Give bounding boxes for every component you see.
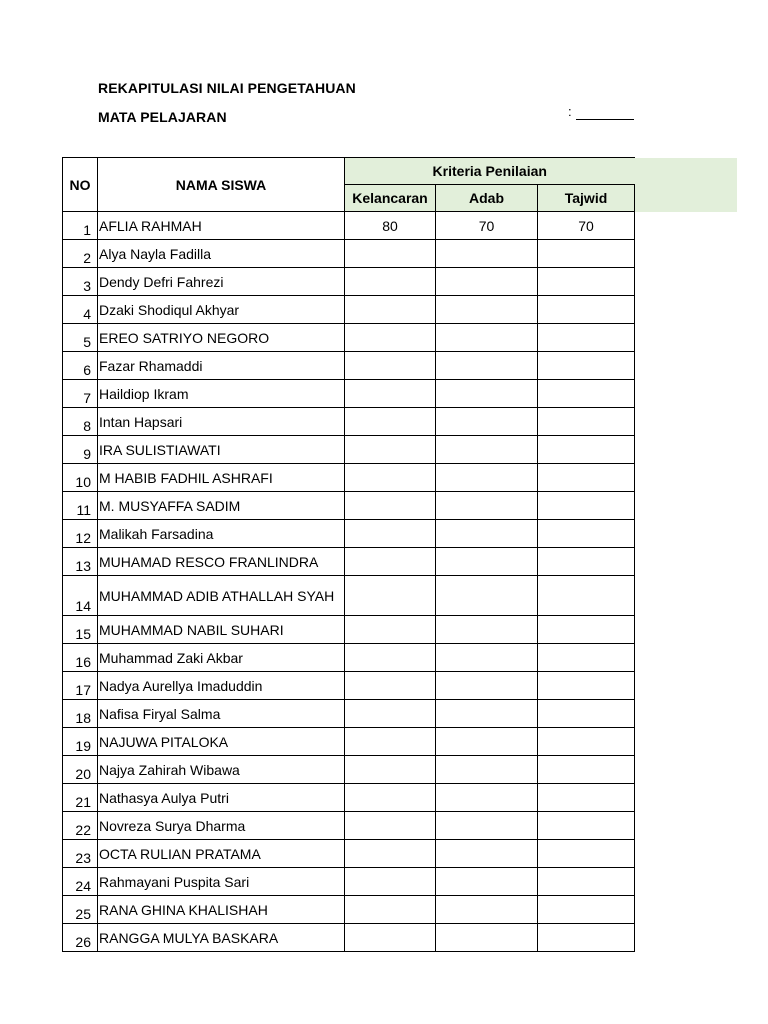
table-row <box>63 700 635 728</box>
row-number: 25 <box>63 896 98 924</box>
student-name: Malikah Farsadina <box>98 520 345 548</box>
kelancaran-score[interactable] <box>345 868 436 896</box>
student-name: MUHAMMAD NABIL SUHARI <box>98 616 345 644</box>
adab-score[interactable] <box>436 352 538 380</box>
table-row <box>63 728 635 756</box>
score-table-body <box>63 212 635 952</box>
row-number: 18 <box>63 700 98 728</box>
student-name: Rahmayani Puspita Sari <box>98 868 345 896</box>
kelancaran-score[interactable] <box>345 644 436 672</box>
student-name: AFLIA RAHMAH <box>98 212 345 240</box>
tajwid-score[interactable] <box>538 492 635 520</box>
table-row <box>63 644 635 672</box>
row-number: 11 <box>63 492 98 520</box>
table-row <box>63 576 635 616</box>
table-row <box>63 756 635 784</box>
student-name: NAJUWA PITALOKA <box>98 728 345 756</box>
row-number: 8 <box>63 408 98 436</box>
student-name: M HABIB FADHIL ASHRAFI <box>98 464 345 492</box>
row-number: 1 <box>63 212 98 240</box>
adab-score[interactable] <box>436 408 538 436</box>
adab-score[interactable] <box>436 756 538 784</box>
adab-score[interactable] <box>436 548 538 576</box>
header-tajwid: Tajwid <box>538 185 635 212</box>
kelancaran-score[interactable] <box>345 408 436 436</box>
tajwid-score[interactable] <box>538 240 635 268</box>
row-number: 9 <box>63 436 98 464</box>
table-row <box>63 296 635 324</box>
table-row <box>63 520 635 548</box>
kelancaran-score[interactable] <box>345 240 436 268</box>
row-number: 14 <box>63 576 98 616</box>
row-number: 19 <box>63 728 98 756</box>
adab-score[interactable] <box>436 644 538 672</box>
adab-score[interactable] <box>436 896 538 924</box>
tajwid-score[interactable] <box>538 672 635 700</box>
tajwid-score[interactable] <box>538 924 635 952</box>
table-row <box>63 436 635 464</box>
tajwid-score[interactable] <box>538 700 635 728</box>
tajwid-score[interactable] <box>538 324 635 352</box>
row-number: 26 <box>63 924 98 952</box>
row-number: 24 <box>63 868 98 896</box>
adab-score[interactable] <box>436 924 538 952</box>
student-name: RANGGA MULYA BASKARA <box>98 924 345 952</box>
row-number: 2 <box>63 240 98 268</box>
kelancaran-score[interactable] <box>345 840 436 868</box>
student-name: MUHAMMAD ADIB ATHALLAH SYAH <box>98 576 345 616</box>
adab-score[interactable] <box>436 436 538 464</box>
kelancaran-score[interactable] <box>345 728 436 756</box>
subject-separator: : <box>568 104 572 119</box>
table-row <box>63 548 635 576</box>
tajwid-score[interactable] <box>538 616 635 644</box>
table-row <box>63 352 635 380</box>
row-number: 20 <box>63 756 98 784</box>
table-row <box>63 408 635 436</box>
adab-score[interactable] <box>436 268 538 296</box>
tajwid-score[interactable] <box>538 756 635 784</box>
kelancaran-score[interactable]: 80 <box>345 212 436 240</box>
kelancaran-score[interactable] <box>345 296 436 324</box>
adab-score[interactable] <box>436 700 538 728</box>
tajwid-score[interactable] <box>538 520 635 548</box>
tajwid-score[interactable] <box>538 436 635 464</box>
row-number: 17 <box>63 672 98 700</box>
student-name: Intan Hapsari <box>98 408 345 436</box>
tajwid-score[interactable]: 70 <box>538 212 635 240</box>
kelancaran-score[interactable] <box>345 672 436 700</box>
tajwid-score[interactable] <box>538 408 635 436</box>
table-row <box>63 896 635 924</box>
subject-value-field <box>568 104 634 120</box>
table-row <box>63 868 635 896</box>
adab-score[interactable] <box>436 672 538 700</box>
table-row <box>63 240 635 268</box>
tajwid-score[interactable] <box>538 380 635 408</box>
adab-score[interactable] <box>436 520 538 548</box>
kelancaran-score[interactable] <box>345 548 436 576</box>
tajwid-score[interactable] <box>538 868 635 896</box>
adab-score[interactable] <box>436 840 538 868</box>
score-table <box>62 157 635 952</box>
adab-score[interactable] <box>436 784 538 812</box>
row-number: 12 <box>63 520 98 548</box>
row-number: 23 <box>63 840 98 868</box>
row-number: 5 <box>63 324 98 352</box>
row-number: 16 <box>63 644 98 672</box>
table-row <box>63 616 635 644</box>
adab-score[interactable] <box>436 296 538 324</box>
kelancaran-score[interactable] <box>345 492 436 520</box>
table-row <box>63 380 635 408</box>
student-name: RANA GHINA KHALISHAH <box>98 896 345 924</box>
header-name: NAMA SISWA <box>98 158 345 212</box>
student-name: EREO SATRIYO NEGORO <box>98 324 345 352</box>
student-name: MUHAMAD RESCO FRANLINDRA <box>98 548 345 576</box>
adab-score[interactable] <box>436 324 538 352</box>
table-row <box>63 812 635 840</box>
kelancaran-score[interactable] <box>345 436 436 464</box>
student-name: Nadya Aurellya Imaduddin <box>98 672 345 700</box>
adab-score[interactable] <box>436 492 538 520</box>
row-number: 6 <box>63 352 98 380</box>
kelancaran-score[interactable] <box>345 576 436 616</box>
student-name: Nafisa Firyal Salma <box>98 700 345 728</box>
kelancaran-score[interactable] <box>345 896 436 924</box>
document-title: REKAPITULASI NILAI PENGETAHUAN <box>98 80 356 96</box>
row-number: 15 <box>63 616 98 644</box>
tajwid-score[interactable] <box>538 352 635 380</box>
kelancaran-score[interactable] <box>345 700 436 728</box>
table-row <box>63 672 635 700</box>
table-row <box>63 492 635 520</box>
student-name: Nathasya Aulya Putri <box>98 784 345 812</box>
tajwid-score[interactable] <box>538 812 635 840</box>
adab-score[interactable] <box>436 240 538 268</box>
table-row <box>63 212 635 240</box>
row-number: 10 <box>63 464 98 492</box>
kelancaran-score[interactable] <box>345 756 436 784</box>
adab-score[interactable] <box>436 464 538 492</box>
kelancaran-score[interactable] <box>345 380 436 408</box>
tajwid-score[interactable] <box>538 548 635 576</box>
tajwid-score[interactable] <box>538 576 635 616</box>
adab-score[interactable]: 70 <box>436 212 538 240</box>
tajwid-score[interactable] <box>538 784 635 812</box>
student-name: M. MUSYAFFA SADIM <box>98 492 345 520</box>
kelancaran-score[interactable] <box>345 784 436 812</box>
student-name: Najya Zahirah Wibawa <box>98 756 345 784</box>
adab-score[interactable] <box>436 868 538 896</box>
kelancaran-score[interactable] <box>345 924 436 952</box>
row-number: 13 <box>63 548 98 576</box>
tajwid-score[interactable] <box>538 296 635 324</box>
kelancaran-score[interactable] <box>345 464 436 492</box>
student-name: OCTA RULIAN PRATAMA <box>98 840 345 868</box>
student-name: Haildiop Ikram <box>98 380 345 408</box>
adab-score[interactable] <box>436 380 538 408</box>
table-row <box>63 924 635 952</box>
row-number: 7 <box>63 380 98 408</box>
kelancaran-score[interactable] <box>345 268 436 296</box>
table-row <box>63 464 635 492</box>
kelancaran-score[interactable] <box>345 812 436 840</box>
student-name: Novreza Surya Dharma <box>98 812 345 840</box>
tajwid-score[interactable] <box>538 268 635 296</box>
student-name: IRA SULISTIAWATI <box>98 436 345 464</box>
table-row <box>63 784 635 812</box>
kelancaran-score[interactable] <box>345 352 436 380</box>
kelancaran-score[interactable] <box>345 520 436 548</box>
header-criteria-group: Kriteria Penilaian <box>345 158 635 185</box>
row-number: 4 <box>63 296 98 324</box>
kelancaran-score[interactable] <box>345 324 436 352</box>
adab-score[interactable] <box>436 728 538 756</box>
table-row <box>63 324 635 352</box>
header-no: NO <box>63 158 98 212</box>
tajwid-score[interactable] <box>538 896 635 924</box>
header-adab: Adab <box>436 185 538 212</box>
table-row <box>63 840 635 868</box>
tajwid-score[interactable] <box>538 644 635 672</box>
tajwid-score[interactable] <box>538 840 635 868</box>
student-name: Fazar Rhamaddi <box>98 352 345 380</box>
subject-blank-line <box>576 119 634 120</box>
tajwid-score[interactable] <box>538 728 635 756</box>
adab-score[interactable] <box>436 576 538 616</box>
adab-score[interactable] <box>436 812 538 840</box>
student-name: Muhammad Zaki Akbar <box>98 644 345 672</box>
header-kelancaran: Kelancaran <box>345 185 436 212</box>
row-number: 21 <box>63 784 98 812</box>
tajwid-score[interactable] <box>538 464 635 492</box>
adab-score[interactable] <box>436 616 538 644</box>
row-number: 3 <box>63 268 98 296</box>
student-name: Dendy Defri Fahrezi <box>98 268 345 296</box>
kelancaran-score[interactable] <box>345 616 436 644</box>
student-name: Alya Nayla Fadilla <box>98 240 345 268</box>
table-row <box>63 268 635 296</box>
row-number: 22 <box>63 812 98 840</box>
subject-label: MATA PELAJARAN <box>98 109 227 125</box>
student-name: Dzaki Shodiqul Akhyar <box>98 296 345 324</box>
